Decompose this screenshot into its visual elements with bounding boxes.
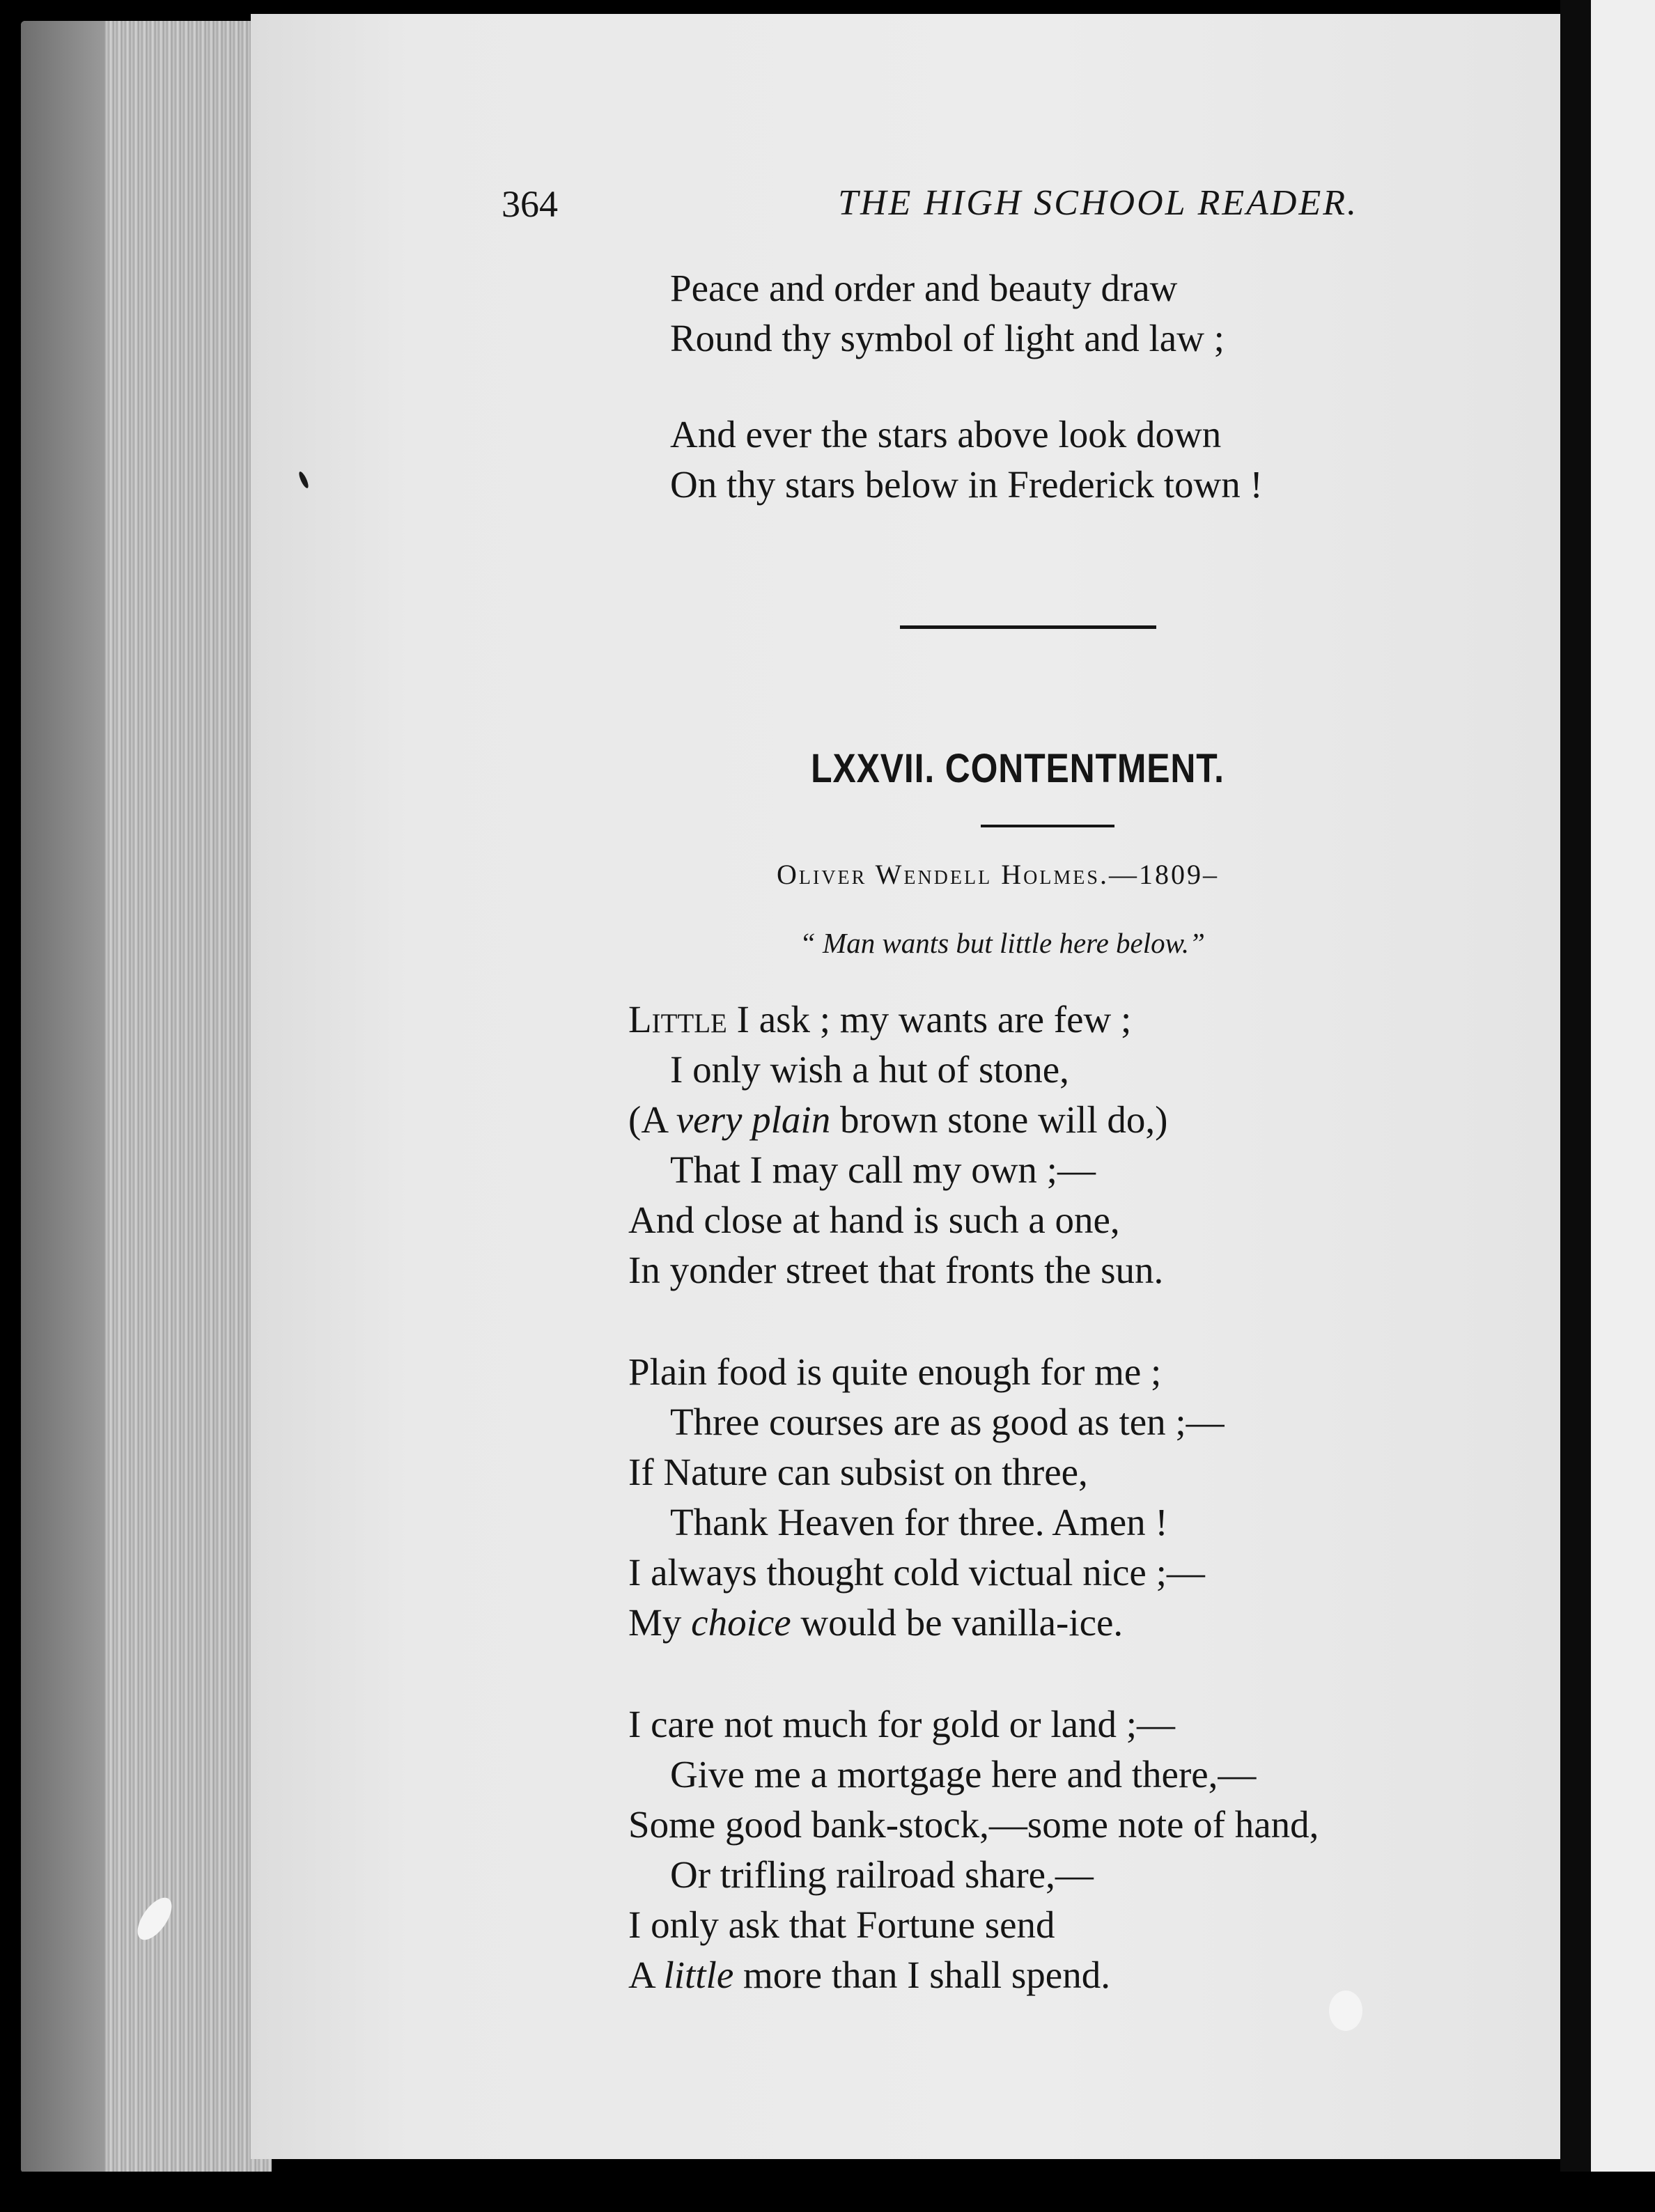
verse-line: On thy stars below in Frederick town ! [670,463,1263,506]
page-edges-shadow [21,21,104,2173]
verse-line: I care not much for gold or land ;— [628,1703,1176,1745]
author-line: Oliver Wendell Holmes.—1809– [777,859,1219,890]
verse-line: Three courses are as good as ten ;— [670,1401,1225,1443]
verse-line: Round thy symbol of light and law ; [670,317,1225,359]
verse-line: Or trifling railroad share,— [670,1853,1094,1896]
verse-line: Give me a mortgage here and there,— [670,1753,1257,1796]
verse-text: more than I shall spend. [733,1954,1110,1996]
section-divider [900,625,1156,629]
verse-line: Thank Heaven for three. Amen ! [670,1501,1168,1543]
verse-line: That I may call my own ;— [670,1148,1096,1191]
verse-text: brown stone will do,) [830,1098,1168,1141]
emphasis-text: very plain [676,1098,831,1141]
verse-line: I only ask that Fortune send [628,1903,1055,1946]
scan-border [0,2172,1655,2212]
verse-line: And ever the stars above look down [670,413,1222,455]
poem-body [628,995,1319,2000]
drop-word: Little [628,998,727,1041]
verse-line: And close at hand is such a one, [628,1199,1120,1241]
verse-line: In yonder street that fronts the sun. [628,1249,1164,1291]
verse-line: Peace and order and beauty draw [670,267,1178,309]
verse-text: (A [628,1098,676,1141]
verse-line: Plain food is quite enough for me ; [628,1350,1162,1393]
verse-line [628,1950,1319,2000]
verse-line [628,1095,1319,1145]
facing-page-edge [1591,0,1655,2212]
verse-line: I only wish a hut of stone, [670,1048,1069,1091]
verse-text: A [628,1954,664,1996]
lesson-title: LXXVII. CONTENTMENT. [811,746,1225,791]
verse-line: I always thought cold victual nice ;— [628,1551,1205,1594]
verse-text: I ask ; my wants are few ; [727,998,1132,1041]
emphasis-text: little [663,1954,734,1996]
verse-line: If Nature can subsist on three, [628,1451,1088,1493]
binding-shadow [1560,0,1591,2212]
verse-text: would be vanilla-ice. [791,1601,1124,1644]
verse-line [628,995,1319,1045]
page-header [502,182,1358,238]
verse-line [628,1598,1319,1648]
page-number: 364 [502,183,558,225]
title-underline [981,825,1114,827]
running-head: THE HIGH SCHOOL READER. [838,183,1358,223]
scan-blot [1329,1991,1362,2031]
verse-line: Some good bank-stock,—some note of hand, [628,1803,1319,1846]
verse-text: My [628,1601,692,1644]
emphasis-text: choice [691,1601,791,1644]
epigraph: “ Man wants but little here below.” [800,927,1205,959]
previous-poem [670,263,1263,510]
